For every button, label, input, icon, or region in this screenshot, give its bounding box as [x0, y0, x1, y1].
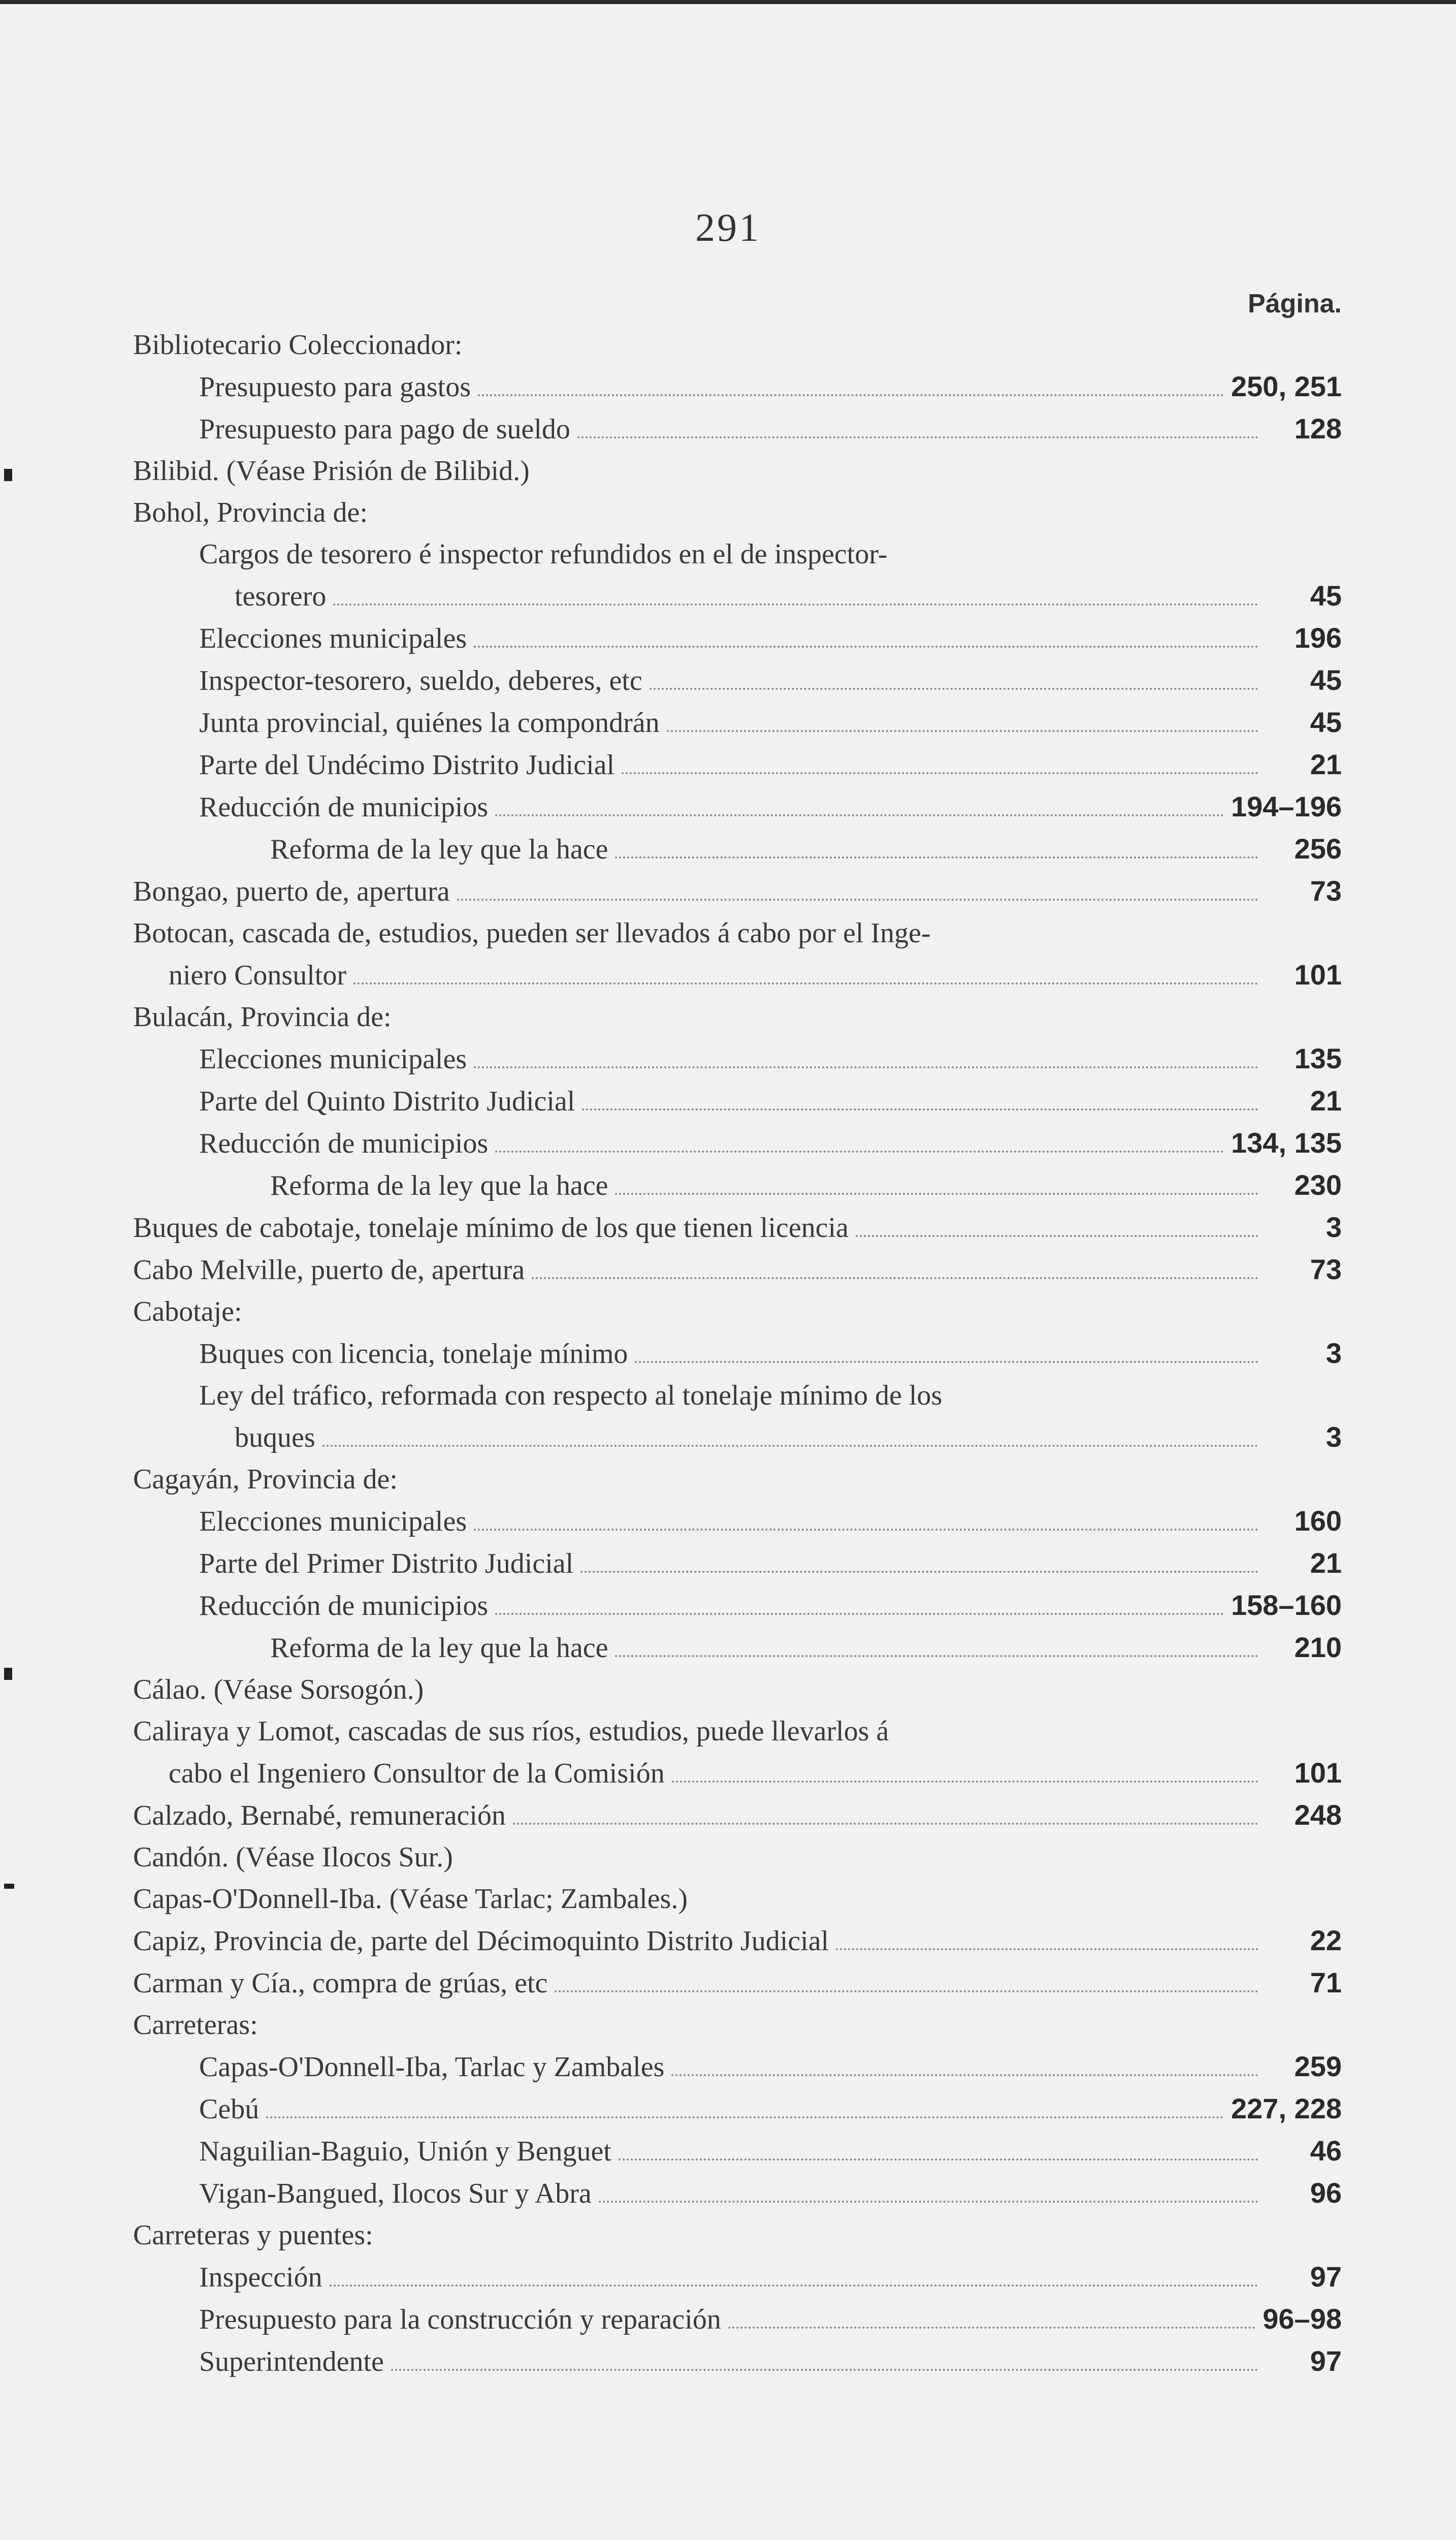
margin-mark	[4, 469, 12, 481]
leader-dots	[474, 646, 1258, 648]
index-entry	[133, 996, 1342, 1038]
entry-text: Naguilian-Baguio, Unión y Benguet	[199, 2136, 611, 2167]
page-reference: 22	[1310, 1924, 1342, 1956]
page-reference: 73	[1310, 1253, 1342, 1285]
leader-dots	[555, 1990, 1258, 1992]
entry-heading: Cálao. (Véase Sorsogón.)	[133, 1674, 424, 1705]
leader-dots	[266, 2116, 1224, 2118]
page-reference: 134, 135	[1231, 1127, 1342, 1159]
page-reference: 21	[1310, 1085, 1342, 1117]
index-entry	[133, 408, 1342, 450]
index-entry	[133, 912, 1342, 996]
leader-dots	[856, 1235, 1258, 1237]
index-entry	[133, 1458, 1342, 1500]
entry-text: Parte del Primer Distrito Judicial	[199, 1548, 574, 1579]
index-entry	[133, 1710, 1342, 1794]
entry-text-continued: niero Consultor	[169, 960, 346, 991]
entry-heading: Carreteras y puentes:	[133, 2219, 373, 2251]
page-reference: 3	[1325, 1211, 1342, 1243]
leader-dots	[615, 856, 1258, 859]
page-number: 291	[695, 205, 761, 249]
leader-dots	[474, 1066, 1258, 1068]
page-reference: 3	[1325, 1421, 1342, 1453]
leader-dots	[615, 1655, 1258, 1657]
entry-text: Parte del Undécimo Distrito Judicial	[199, 749, 615, 781]
index-entry	[133, 1669, 1342, 1710]
leader-dots	[577, 436, 1258, 438]
leader-dots	[650, 688, 1258, 690]
index-entry	[133, 366, 1342, 408]
entry-text: Reforma de la ley que la hace	[270, 1170, 608, 1201]
margin-mark	[4, 1884, 14, 1889]
entry-text: Presupuesto para pago de sueldo	[199, 414, 570, 445]
index-entry	[133, 1206, 1342, 1249]
index-entry	[133, 1878, 1342, 1920]
index-entry	[133, 786, 1342, 828]
page-reference: 259	[1294, 2050, 1342, 2082]
leader-dots	[495, 1151, 1224, 1153]
entry-text: Presupuesto para la construcción y reparación	[199, 2304, 721, 2335]
entry-text: Presupuesto para gastos	[199, 371, 471, 403]
page-reference: 135	[1294, 1042, 1342, 1074]
entry-heading: Bohol, Provincia de:	[133, 497, 368, 528]
entry-text: Inspección	[199, 2262, 322, 2293]
index-entry	[133, 2298, 1342, 2340]
index-entry	[133, 492, 1342, 533]
index-entry	[133, 1962, 1342, 2004]
leader-dots	[667, 730, 1258, 732]
leader-dots	[672, 1781, 1258, 1783]
index-entry	[133, 1164, 1342, 1206]
entry-text-continued: tesorero	[235, 581, 327, 612]
entry-heading: Cagayán, Provincia de:	[133, 1464, 398, 1495]
leader-dots	[333, 604, 1258, 606]
entry-text: Elecciones municipales	[199, 1043, 467, 1075]
entry-heading: Carreteras:	[133, 2009, 258, 2041]
entry-heading: Cabotaje:	[133, 1296, 242, 1327]
entry-text: Cabo Melville, puerto de, apertura	[133, 1254, 525, 1286]
entry-heading: Bibliotecario Coleccionador:	[133, 329, 463, 361]
page-reference: 97	[1310, 2345, 1342, 2377]
leader-dots	[599, 2201, 1258, 2203]
entry-text-continued: buques	[235, 1422, 315, 1453]
index-entry	[133, 1038, 1342, 1080]
page-reference: 250, 251	[1231, 370, 1342, 402]
index-entry	[133, 2004, 1342, 2046]
index-entry	[133, 1542, 1342, 1584]
page-reference: 3	[1325, 1337, 1342, 1369]
index-entry	[133, 1249, 1342, 1291]
entry-text: Junta provincial, quiénes la compondrán	[199, 707, 660, 739]
leader-dots	[582, 1108, 1258, 1110]
index-entry	[133, 1584, 1342, 1627]
entry-text: Bongao, puerto de, apertura	[133, 876, 450, 907]
page-reference: 21	[1310, 1547, 1342, 1579]
entry-text: Reforma de la ley que la hace	[270, 1632, 608, 1664]
page-reference: 97	[1310, 2261, 1342, 2293]
entry-text: Caliraya y Lomot, cascadas de sus ríos, estudios, puede llevarlos á	[133, 1716, 889, 1747]
leader-dots	[728, 2327, 1255, 2329]
entry-heading: Bilibid. (Véase Prisión de Bilibid.)	[133, 455, 530, 487]
index-entry	[133, 1794, 1342, 1836]
entry-text-continued: cabo el Ingeniero Consultor de la Comisión	[169, 1758, 665, 1789]
entry-heading: Candón. (Véase Ilocos Sur.)	[133, 1842, 453, 1873]
index-entry	[133, 2130, 1342, 2172]
entry-text: Superintendente	[199, 2346, 384, 2377]
entry-text: Buques de cabotaje, tonelaje mínimo de los que tienen licencia	[133, 1212, 849, 1244]
index-entry	[133, 2340, 1342, 2383]
index-entry	[133, 617, 1342, 659]
page-reference: 248	[1294, 1799, 1342, 1831]
index-entry	[133, 2046, 1342, 2088]
entry-text: Capiz, Provincia de, parte del Décimoquinto Distrito Judicial	[133, 1925, 829, 1957]
entry-text: Carman y Cía., compra de grúas, etc	[133, 1967, 548, 1999]
index-entry	[133, 1291, 1342, 1332]
leader-dots	[513, 1823, 1258, 1825]
page-reference: 45	[1310, 580, 1342, 612]
page-reference: 227, 228	[1231, 2092, 1342, 2124]
index-entry	[133, 324, 1342, 366]
leader-dots	[322, 1445, 1258, 1447]
page-reference: 210	[1294, 1631, 1342, 1663]
index-entry	[133, 1080, 1342, 1122]
index-entry	[133, 1627, 1342, 1669]
page-reference: 21	[1310, 748, 1342, 780]
page-reference: 230	[1294, 1169, 1342, 1201]
page-reference: 196	[1294, 622, 1342, 654]
index-entry	[133, 659, 1342, 702]
entry-heading: Bulacán, Provincia de:	[133, 1001, 392, 1033]
entry-text: Ley del tráfico, reformada con respecto al tonelaje mínimo de los	[199, 1380, 943, 1411]
page-reference: 256	[1294, 833, 1342, 865]
index-entry	[133, 1500, 1342, 1542]
entry-text: Reducción de municipios	[199, 791, 489, 823]
page-reference: 96–98	[1263, 2303, 1342, 2335]
leader-dots	[671, 2074, 1258, 2076]
page-reference: 45	[1310, 664, 1342, 696]
page-reference: 71	[1310, 1966, 1342, 1998]
entry-text: Cebú	[199, 2093, 260, 2125]
index-entry	[133, 1332, 1342, 1375]
leader-dots	[474, 1529, 1258, 1531]
index-entry	[133, 2172, 1342, 2214]
entry-text: Buques con licencia, tonelaje mínimo	[199, 1338, 628, 1370]
index-entry	[133, 702, 1342, 744]
leader-dots	[532, 1277, 1258, 1279]
index-list	[133, 289, 1342, 2383]
entry-text: Reducción de municipios	[199, 1128, 489, 1159]
page-reference: 73	[1310, 875, 1342, 907]
entry-text: Elecciones municipales	[199, 623, 467, 654]
page-reference: 160	[1294, 1505, 1342, 1537]
index-entry	[133, 870, 1342, 912]
leader-dots	[495, 814, 1224, 816]
entry-text: Capas-O'Donnell-Iba, Tarlac y Zambales	[199, 2051, 665, 2083]
leader-dots	[330, 2284, 1258, 2287]
leader-dots	[478, 394, 1224, 396]
page-reference: 101	[1294, 1757, 1342, 1789]
leader-dots	[495, 1613, 1224, 1615]
page-reference: 158–160	[1231, 1589, 1342, 1621]
page-reference: 96	[1310, 2177, 1342, 2209]
leader-dots	[635, 1361, 1258, 1363]
index-entry	[133, 2088, 1342, 2130]
entry-text: Cargos de tesorero é inspector refundidos en el de inspector-	[199, 538, 888, 570]
index-entry	[133, 1375, 1342, 1458]
margin-mark	[4, 1668, 12, 1680]
index-entry	[133, 1122, 1342, 1164]
entry-text: Inspector-tesorero, sueldo, deberes, etc	[199, 665, 642, 696]
index-entry	[133, 828, 1342, 870]
page-reference: 101	[1294, 959, 1342, 991]
column-header: Página.	[1248, 289, 1342, 319]
page-reference: 45	[1310, 706, 1342, 738]
entry-text: Parte del Quinto Distrito Judicial	[199, 1086, 575, 1117]
index-entry	[133, 1920, 1342, 1962]
entry-text: Botocan, cascada de, estudios, pueden ser llevados á cabo por el Inge-	[133, 917, 931, 949]
entry-text: Vigan-Bangued, Ilocos Sur y Abra	[199, 2178, 592, 2209]
leader-dots	[836, 1948, 1258, 1950]
entry-text: Reducción de municipios	[199, 1590, 489, 1622]
leader-dots	[391, 2369, 1258, 2371]
entry-heading: Capas-O'Donnell-Iba. (Véase Tarlac; Zambales.)	[133, 1883, 688, 1915]
entry-text: Elecciones municipales	[199, 1506, 467, 1537]
index-entry	[133, 533, 1342, 617]
leader-dots	[580, 1571, 1258, 1573]
index-entry	[133, 744, 1342, 786]
entry-text: Reforma de la ley que la hace	[270, 834, 608, 865]
leader-dots	[615, 1193, 1258, 1195]
index-entry	[133, 450, 1342, 492]
leader-dots	[619, 2158, 1258, 2161]
leader-dots	[353, 982, 1258, 985]
index-entry	[133, 1836, 1342, 1878]
page-reference: 128	[1294, 412, 1342, 444]
index-entry	[133, 2214, 1342, 2256]
page-reference: 194–196	[1231, 790, 1342, 822]
entry-text: Calzado, Bernabé, remuneración	[133, 1800, 506, 1831]
leader-dots	[457, 899, 1258, 901]
index-entry	[133, 2256, 1342, 2298]
leader-dots	[622, 772, 1258, 774]
page-reference: 46	[1310, 2135, 1342, 2167]
